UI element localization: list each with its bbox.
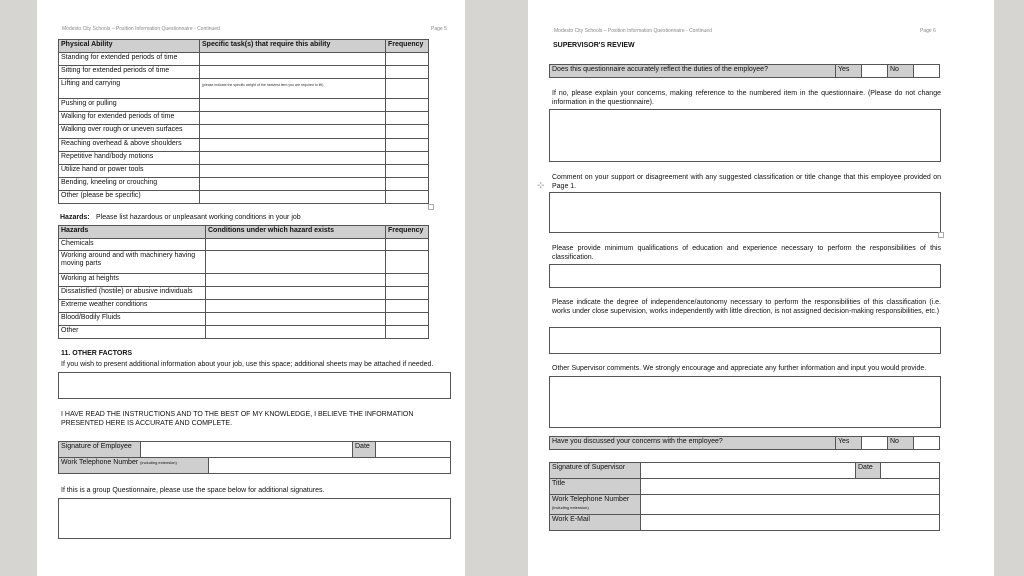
page-header: Modesto City Schools – Position Information Questionnaire - Continued	[554, 28, 712, 34]
date-input[interactable]	[375, 441, 451, 458]
physical-frequency-input[interactable]	[385, 177, 429, 191]
hazard-conditions-input[interactable]	[205, 250, 386, 274]
hazard-conditions-input[interactable]	[205, 273, 386, 287]
hazards-header-cell: Conditions under which hazard exists	[205, 225, 386, 239]
hazard-frequency-input[interactable]	[385, 312, 429, 326]
hazard-conditions-input[interactable]	[205, 325, 386, 339]
work-telephone-text: Work Telephone Number	[552, 496, 630, 503]
physical-header-cell: Specific task(s) that require this ability	[199, 39, 386, 53]
discussed-concerns-no-label: No	[887, 436, 914, 450]
hazards-header-cell: Hazards	[58, 225, 206, 239]
physical-ability-label: Pushing or pulling	[58, 98, 200, 112]
other-factors-text: If you wish to present additional information about your job, use this space; additional sheets may be attached if needed.	[61, 361, 434, 368]
hazard-frequency-input[interactable]	[385, 250, 429, 274]
physical-ability-label: Standing for extended periods of time	[58, 52, 200, 66]
other-comments-text: Other Supervisor comments. We strongly encourage and appreciate any further information and input you would provide.	[552, 365, 927, 372]
work-telephone-label	[549, 494, 641, 515]
signature-employee-input[interactable]	[140, 441, 353, 458]
move-handle-icon[interactable]: ⊹	[537, 180, 545, 190]
hazard-frequency-input[interactable]	[385, 325, 429, 339]
physical-ability-label: Walking over rough or uneven surfaces	[58, 124, 200, 139]
hazard-frequency-input[interactable]	[385, 273, 429, 287]
hazards-intro: Please list hazardous or unpleasant working conditions in your job	[96, 214, 301, 221]
work-telephone-input[interactable]	[640, 494, 940, 515]
supervisor-review-title: SUPERVISOR'S REVIEW	[553, 42, 635, 49]
physical-task-input[interactable]	[199, 111, 386, 125]
physical-task-input[interactable]	[199, 138, 386, 152]
hazard-label: Dissatisfied (hostile) or abusive individuals	[58, 286, 206, 300]
physical-ability-label: Reaching overhead & above shoulders	[58, 138, 200, 152]
physical-frequency-input[interactable]	[385, 151, 429, 165]
hazard-conditions-input[interactable]	[205, 312, 386, 326]
other-factors-input[interactable]	[58, 372, 451, 399]
physical-task-input[interactable]	[199, 190, 386, 204]
work-telephone-label	[58, 457, 209, 474]
discussed-concerns-yes-checkbox[interactable]	[861, 436, 888, 450]
reflect-duties-question: Does this questionnaire accurately reflect the duties of the employee?	[549, 64, 836, 78]
reflect-duties-yes-checkbox[interactable]	[861, 64, 888, 78]
physical-ability-label: Walking for extended periods of time	[58, 111, 200, 125]
hazard-label: Working around and with machinery having moving parts	[58, 250, 206, 274]
physical-ability-label: Lifting and carrying	[58, 78, 200, 99]
other-comments-input[interactable]	[549, 376, 941, 428]
page-number: Page 6	[920, 28, 936, 34]
hazard-frequency-input[interactable]	[385, 286, 429, 300]
comment-input[interactable]	[549, 192, 941, 233]
page-header: Modesto City Schools – Position Information Questionnaire - Continued	[62, 26, 220, 32]
hazard-label: Extreme weather conditions	[58, 299, 206, 313]
work-telephone-input[interactable]	[208, 457, 451, 474]
hazards-header-cell: Frequency	[385, 225, 429, 239]
page-number: Page 5	[431, 26, 447, 32]
certification-text: I HAVE READ THE INSTRUCTIONS AND TO THE BEST OF MY KNOWLEDGE, I BELIEVE THE INFORMATION PRESENTED HERE IS ACCURATE AND COMPLETE.	[61, 411, 414, 427]
date-label: Date	[352, 441, 376, 458]
physical-ability-label: Repetitive hand/body motions	[58, 151, 200, 165]
physical-ability-label: Other (please be specific)	[58, 190, 200, 204]
hazard-label: Other	[58, 325, 206, 339]
reflect-duties-no-checkbox[interactable]	[913, 64, 940, 78]
physical-frequency-input[interactable]	[385, 98, 429, 112]
discussed-concerns-yes-label: Yes	[835, 436, 862, 450]
physical-ability-label: Utilize hand or power tools	[58, 164, 200, 178]
hazard-label: Blood/Bodily Fluids	[58, 312, 206, 326]
physical-frequency-input[interactable]	[385, 65, 429, 79]
physical-task-input[interactable]	[199, 65, 386, 79]
work-telephone-note: (including extension)	[552, 504, 589, 510]
physical-frequency-input[interactable]	[385, 164, 429, 178]
date-label: Date	[855, 462, 881, 479]
physical-task-input[interactable]	[199, 98, 386, 112]
work-telephone-note: (including extension)	[140, 460, 177, 465]
min-qualifications-text: Please provide minimum qualifications of education and experience necessary to perform the responsibilities of this classification.	[552, 245, 941, 261]
physical-frequency-input[interactable]	[385, 52, 429, 66]
physical-frequency-input[interactable]	[385, 111, 429, 125]
hazard-conditions-input[interactable]	[205, 286, 386, 300]
comment-text: Comment on your support or disagreement with any suggested classification or title change that this employee provided on Page 1.	[552, 174, 941, 190]
hazards-label: Hazards:	[60, 214, 90, 221]
work-email-label: Work E-Mail	[549, 514, 641, 531]
min-qualifications-input[interactable]	[549, 264, 941, 288]
signature-employee-label: Signature of Employee	[58, 441, 141, 458]
group-questionnaire-text: If this is a group Questionnaire, please use the space below for additional signatures.	[61, 487, 325, 494]
degree-text: Please indicate the degree of independence/autonomy necessary to perform the responsibilities of this classification (i.e. works under close supervision, works independently with little direction, is not assigned decision-making responsibilities, etc.)	[552, 299, 941, 315]
explain-input[interactable]	[549, 109, 941, 162]
table-resize-handle[interactable]	[938, 232, 944, 238]
hazard-label: Chemicals	[58, 238, 206, 251]
physical-ability-label: Bending, kneeling or crouching	[58, 177, 200, 191]
discussed-concerns-no-checkbox[interactable]	[913, 436, 940, 450]
hazard-label: Working at heights	[58, 273, 206, 287]
reflect-duties-no-label: No	[887, 64, 914, 78]
additional-signatures-input[interactable]	[58, 498, 451, 539]
discussed-concerns-question: Have you discussed your concerns with the employee?	[549, 436, 836, 450]
physical-frequency-input[interactable]	[385, 138, 429, 152]
physical-header-cell: Frequency	[385, 39, 429, 53]
table-resize-handle[interactable]	[428, 204, 434, 210]
physical-task-input[interactable]	[199, 52, 386, 66]
physical-header-cell: Physical Ability	[58, 39, 200, 53]
work-telephone-text: Work Telephone Number	[61, 459, 139, 466]
physical-frequency-input[interactable]	[385, 124, 429, 139]
physical-frequency-input[interactable]	[385, 78, 429, 99]
explain-text: If no, please explain your concerns, making reference to the numbered item in the questionnaire. (Please do not change information in the questionnaire).	[552, 90, 941, 106]
reflect-duties-yes-label: Yes	[835, 64, 862, 78]
physical-task-input[interactable]	[199, 151, 386, 165]
work-email-input[interactable]	[640, 514, 940, 531]
hazard-conditions-input[interactable]	[205, 299, 386, 313]
degree-input[interactable]	[549, 327, 941, 354]
physical-frequency-input[interactable]	[385, 190, 429, 204]
lifting-note: (please indicate the specific weight of the heaviest item you are required to lift)	[202, 83, 324, 87]
title-label: Title	[549, 478, 641, 495]
other-factors-title: 11. OTHER FACTORS	[61, 350, 133, 357]
physical-task-input[interactable]	[199, 124, 386, 139]
signature-supervisor-label: Signature of Supervisor	[549, 462, 641, 479]
hazard-frequency-input[interactable]	[385, 299, 429, 313]
physical-ability-label: Sitting for extended periods of time	[58, 65, 200, 79]
title-input[interactable]	[640, 478, 940, 495]
physical-task-input[interactable]	[199, 177, 386, 191]
physical-task-input[interactable]	[199, 164, 386, 178]
signature-supervisor-input[interactable]	[640, 462, 856, 479]
date-input[interactable]	[880, 462, 940, 479]
